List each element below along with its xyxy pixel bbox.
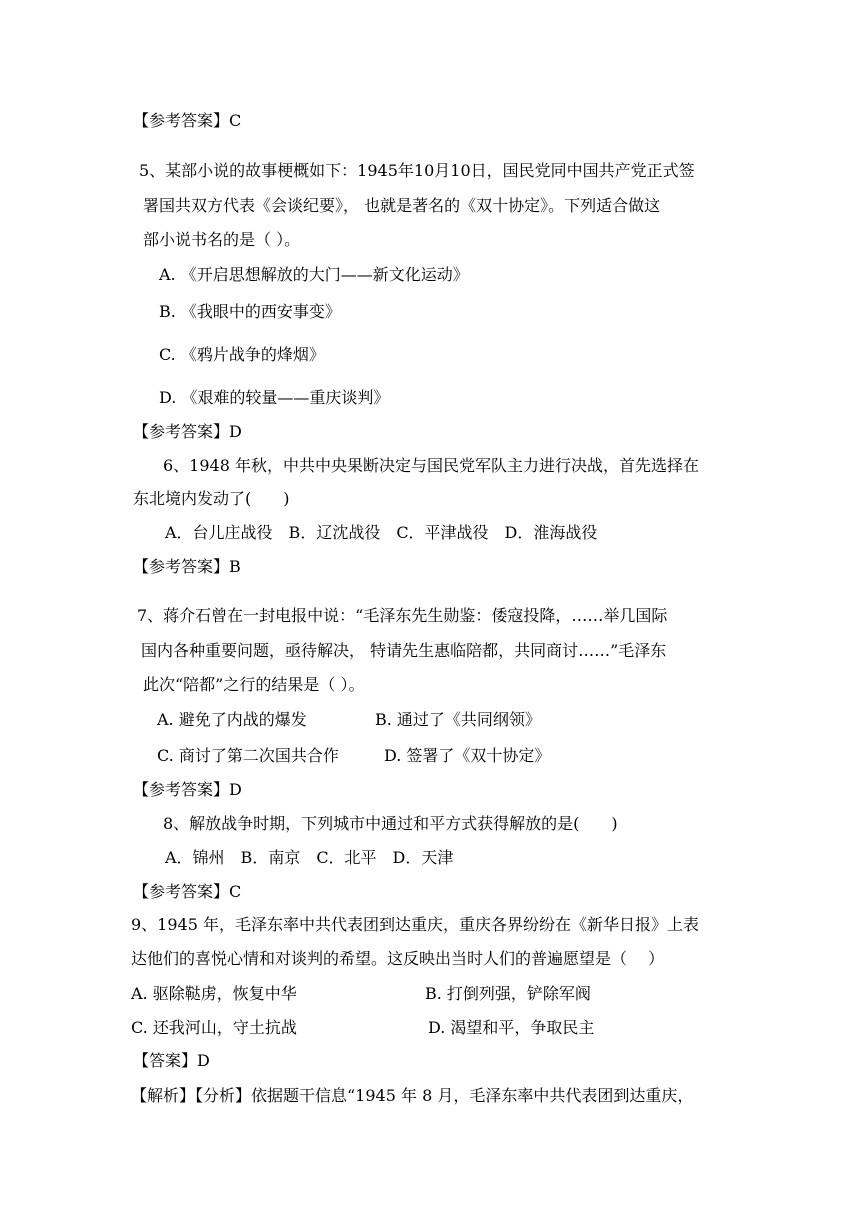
question-5-line-2: 署国共双方代表《会谈纪要》， 也就是著名的《双十协定》。下列适合做这: [143, 196, 661, 215]
question-7-option-c: C. 商讨了第二次国共合作: [157, 746, 339, 765]
question-9-line-1: 9、1945 年，毛泽东率中共代表团到达重庆，重庆各界纷纷在《新华日报》上表: [131, 915, 699, 934]
question-7-options-row-1: [0, 709, 860, 731]
answer-q7: 【参考答案】D: [133, 780, 242, 799]
question-8-options: A．锦州 B．南京 C．北平 D．天津: [165, 848, 454, 867]
question-6-options: A．台儿庄战役 B．辽沈战役 C．平津战役 D．淮海战役: [165, 523, 598, 542]
question-9-option-d: D. 渴望和平，争取民主: [428, 1018, 595, 1037]
answer-q8: 【参考答案】C: [133, 882, 242, 901]
question-5-option-a: A. 《开启思想解放的大门——新文化运动》: [159, 265, 469, 284]
question-7-options-row-2: [0, 745, 860, 767]
question-9-option-b: B. 打倒列强，铲除军阀: [425, 984, 591, 1003]
question-7-option-b: B. 通过了《共同纲领》: [375, 710, 541, 729]
question-9-option-a: A. 驱除鞑虏，恢复中华: [131, 984, 297, 1003]
question-5-line-3: 部小说书名的是（ ）。: [143, 230, 301, 249]
question-7-line-2: 国内各种重要问题，亟待解决， 特请先生惠临陪都，共同商讨……”毛泽东: [141, 641, 667, 660]
question-9-options-row-1: [0, 983, 860, 1005]
question-5-option-b: B. 《我眼中的西安事变》: [159, 302, 341, 321]
question-6-line-2: 东北境内发动了( ): [133, 489, 290, 508]
question-7-line-1: 7、蒋介石曾在一封电报中说：“毛泽东先生勋鉴：倭寇投降，……举几国际: [137, 606, 668, 625]
question-7-option-a: A. 避免了内战的爆发: [157, 710, 307, 729]
analysis-text: 【解析】【分析】依据题干信息“1945 年 8 月，毛泽东率中共代表团到达重庆，: [131, 1086, 694, 1105]
question-9-option-c: C. 还我河山，守土抗战: [131, 1018, 297, 1037]
answer-c-prev: 【参考答案】C: [133, 111, 242, 130]
answer-q5: 【参考答案】D: [133, 422, 242, 441]
answer-q6: 【参考答案】B: [133, 557, 241, 576]
question-7-option-d: D. 签署了《双十协定》: [384, 746, 551, 765]
question-9-options-row-2: [0, 1017, 860, 1039]
question-6-line-1: 6、1948 年秋，中共中央果断决定与国民党军队主力进行决战，首先选择在: [163, 456, 699, 475]
question-7-line-3: 此次“陪都”之行的结果是（ ）。: [143, 675, 365, 694]
answer-q9: 【答案】D: [133, 1051, 210, 1070]
question-5-option-c: C. 《鸦片战争的烽烟》: [159, 345, 325, 364]
question-5-line-1: 5、某部小说的故事梗概如下：1945年10月10日，国民党同中国共产党正式签: [139, 161, 695, 180]
question-8-line-1: 8、解放战争时期，下列城市中通过和平方式获得解放的是( ): [163, 814, 618, 833]
question-9-line-2: 达他们的喜悦心情和对谈判的希望。这反映出当时人们的普遍愿望是（ ）: [131, 949, 665, 968]
question-5-option-d: D. 《艰难的较量——重庆谈判》: [159, 388, 390, 407]
